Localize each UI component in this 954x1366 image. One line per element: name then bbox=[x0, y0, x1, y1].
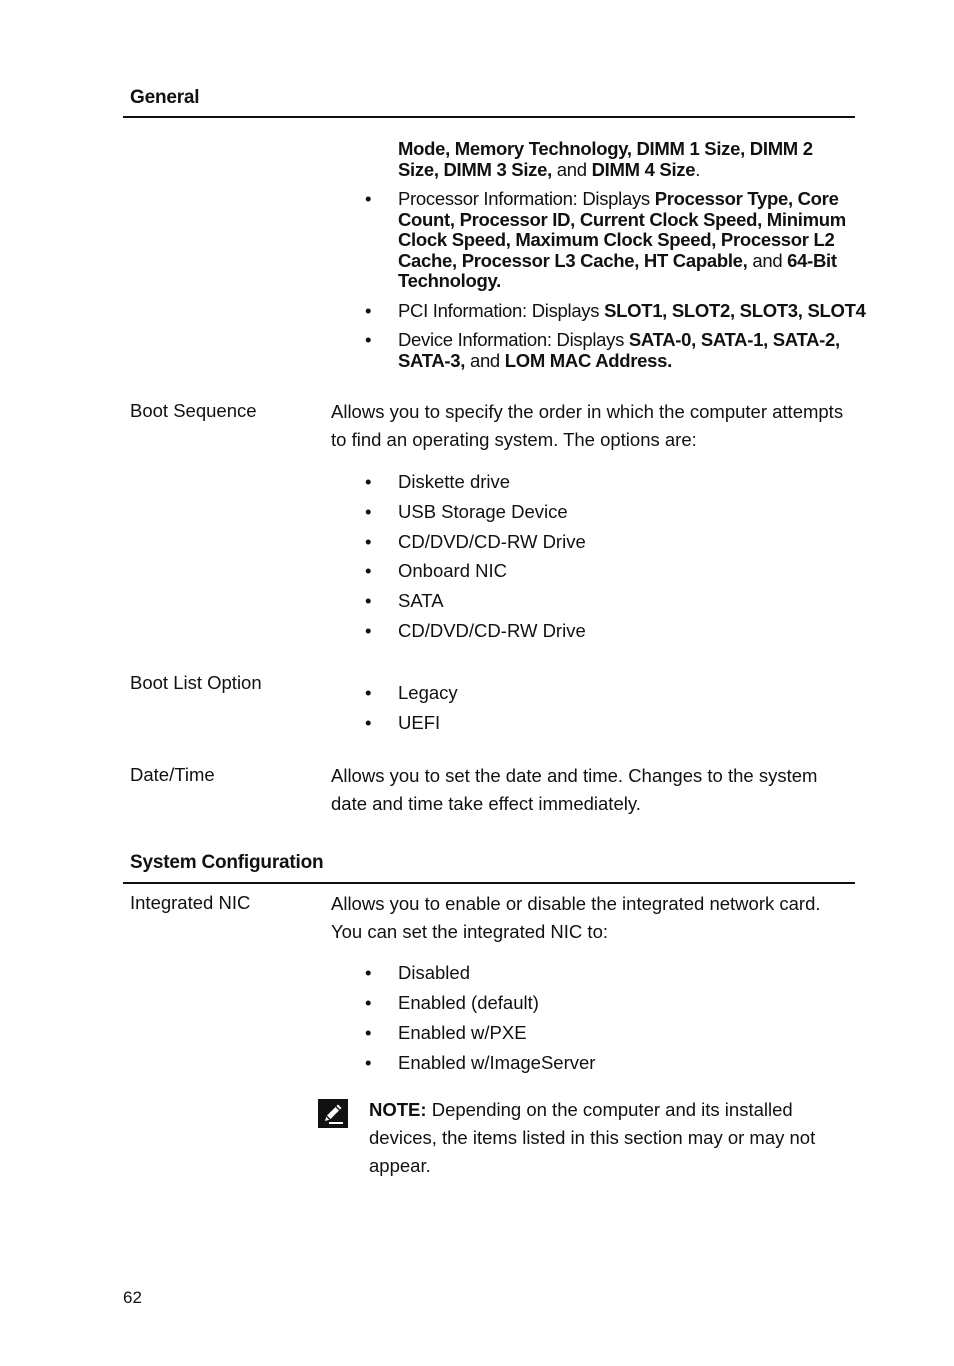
row-label-boot-sequence: Boot Sequence bbox=[130, 400, 257, 421]
device-info-last: LOM MAC Address. bbox=[504, 349, 672, 371]
memory-field-last: DIMM 4 Size bbox=[591, 158, 696, 180]
list-item: • Diskette drive bbox=[365, 471, 855, 501]
boot-sequence-options bbox=[365, 471, 855, 650]
processor-info-lead: Processor Information: Displays bbox=[398, 188, 655, 209]
list-item: • Enabled w/ImageServer bbox=[365, 1052, 855, 1082]
and-text: and bbox=[551, 158, 592, 180]
and-text: and bbox=[465, 349, 505, 371]
memory-info-continued bbox=[398, 139, 838, 180]
integrated-nic-description: Allows you to enable or disable the integrated network card. You can set the integrated NIC to: bbox=[331, 893, 821, 942]
pci-info-fields: SLOT1, SLOT2, SLOT3, SLOT4 bbox=[604, 299, 866, 321]
list-item-processor-info bbox=[365, 189, 855, 292]
date-time-description: Allows you to set the date and time. Changes to the system date and time take effect immediately. bbox=[331, 765, 818, 814]
list-item: • UEFI bbox=[365, 712, 855, 742]
note-text bbox=[369, 1096, 839, 1180]
list-item: • SATA bbox=[365, 590, 855, 620]
list-item: • USB Storage Device bbox=[365, 501, 855, 531]
device-info-lead: Device Information: Displays bbox=[398, 329, 629, 350]
boot-sequence-description: Allows you to specify the order in which the computer attempts to find an operating system. The options are: bbox=[331, 401, 844, 450]
list-item: • Onboard NIC bbox=[365, 560, 855, 590]
and-text: and bbox=[747, 249, 788, 271]
page-number: 62 bbox=[123, 1288, 142, 1307]
integrated-nic-options bbox=[365, 962, 855, 1082]
list-item-pci-info bbox=[365, 299, 866, 322]
section-title-system-configuration: System Configuration bbox=[130, 852, 324, 873]
row-label-date-time: Date/Time bbox=[130, 764, 215, 785]
row-label-boot-list-option: Boot List Option bbox=[130, 672, 262, 693]
list-item: • Legacy bbox=[365, 682, 855, 712]
list-item: • CD/DVD/CD-RW Drive bbox=[365, 531, 855, 561]
processor-info-fields: Processor Type, Core Count, Processor ID, Current Clock Speed, Minimum Clock Speed, Maximum Clock Speed, Processor L2 Cache, Processor L3 Cache, HT Capable, bbox=[398, 188, 846, 271]
memory-fields: Mode, Memory Technology, DIMM 1 Size, DIMM 2 Size, DIMM 3 Size, bbox=[398, 138, 813, 180]
note-pencil-icon bbox=[318, 1099, 348, 1128]
section-divider bbox=[123, 116, 855, 118]
note-label: NOTE: bbox=[369, 1099, 427, 1120]
list-item: • Enabled (default) bbox=[365, 992, 855, 1022]
section-divider bbox=[123, 882, 855, 884]
boot-list-options bbox=[365, 682, 855, 742]
list-item: • Enabled w/PXE bbox=[365, 1022, 855, 1052]
list-item: • Disabled bbox=[365, 962, 855, 992]
device-info-fields: SATA-0, SATA-1, SATA-2, SATA-3, bbox=[398, 329, 840, 371]
pci-info-lead: PCI Information: Displays bbox=[398, 299, 605, 321]
period-text: . bbox=[695, 158, 701, 180]
note-body: Depending on the computer and its installed devices, the items listed in this section may or may not appear. bbox=[369, 1099, 816, 1176]
row-label-integrated-nic: Integrated NIC bbox=[130, 892, 251, 913]
section-title-general: General bbox=[130, 87, 200, 108]
list-item-device-info bbox=[365, 330, 855, 371]
list-item: • CD/DVD/CD-RW Drive bbox=[365, 620, 855, 650]
system-info-list bbox=[365, 188, 866, 371]
processor-info-last: 64-Bit Technology. bbox=[398, 249, 837, 291]
